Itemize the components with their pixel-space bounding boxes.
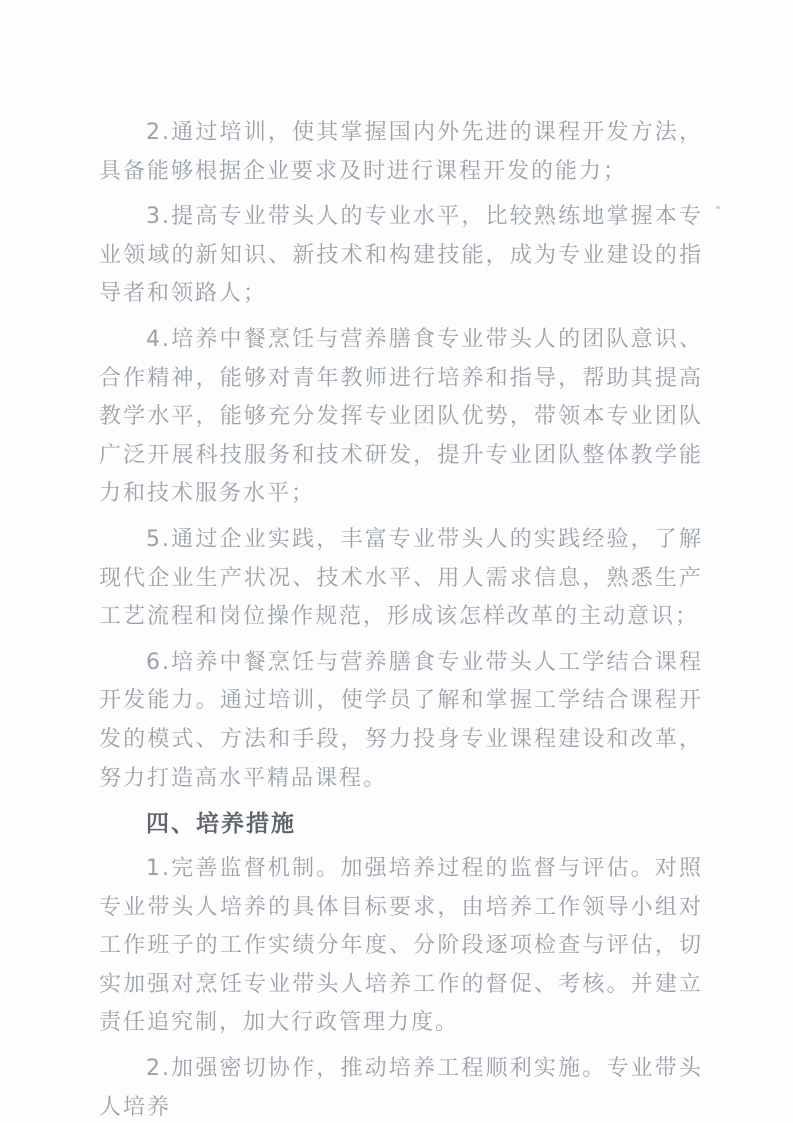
paragraph-goal-5: 5.通过企业实践，丰富专业带头人的实践经验，了解现代企业生产状况、技术水平、用人需求信息，熟悉生产工艺流程和岗位操作规范，形成该怎样改革的主动意识； [99, 526, 703, 630]
section-heading: 四、培养措施 [146, 811, 296, 838]
paragraph-goal-3: 3.提高专业带头人的专业水平，比较熟练地掌握本专业领域的新知识、新技术和构建技能，成为专业建设的指导者和领路人； [99, 204, 703, 307]
paragraph-goal-6: 6.培养中餐烹饪与营养膳食专业带头人工学结合课程开发能力。通过培训，使学员了解和掌握工学结合课程开发的模式、方法和手段，努力投身专业课程建设和改革，努力打造高水平精品课程。 [99, 649, 703, 791]
paragraph-goal-2: 2.通过培训，使其掌握国内外先进的课程开发方法，具备能够根据企业要求及时进行课程开发的能力； [99, 120, 703, 184]
paragraph-measure-1: 1.完善监督机制。加强培养过程的监督与评估。对照专业带头人培养的具体目标要求，由培养工作领导小组对工作班子的工作实绩分年度、分阶段逐项检查与评估，切实加强对烹饪专业带头人培养工作的督促、考核。并建立责任追究制，加大行政管理力度。 [99, 856, 703, 1036]
paragraph-goal-4: 4.培养中餐烹饪与营养膳食专业带头人的团队意识、合作精神，能够对青年教师进行培养和指导，帮助其提高教学水平，能够充分发挥专业团队优势，带领本专业团队广泛开展科技服务和技术研发，提升专业团队整体教学能力和技术服务水平； [99, 326, 703, 507]
document-body [99, 114, 703, 1123]
paragraph-measure-2: 2.加强密切协作，推动培养工程顺利实施。专业带头人培养 [99, 1056, 703, 1120]
scan-artifact-speck [716, 206, 720, 209]
